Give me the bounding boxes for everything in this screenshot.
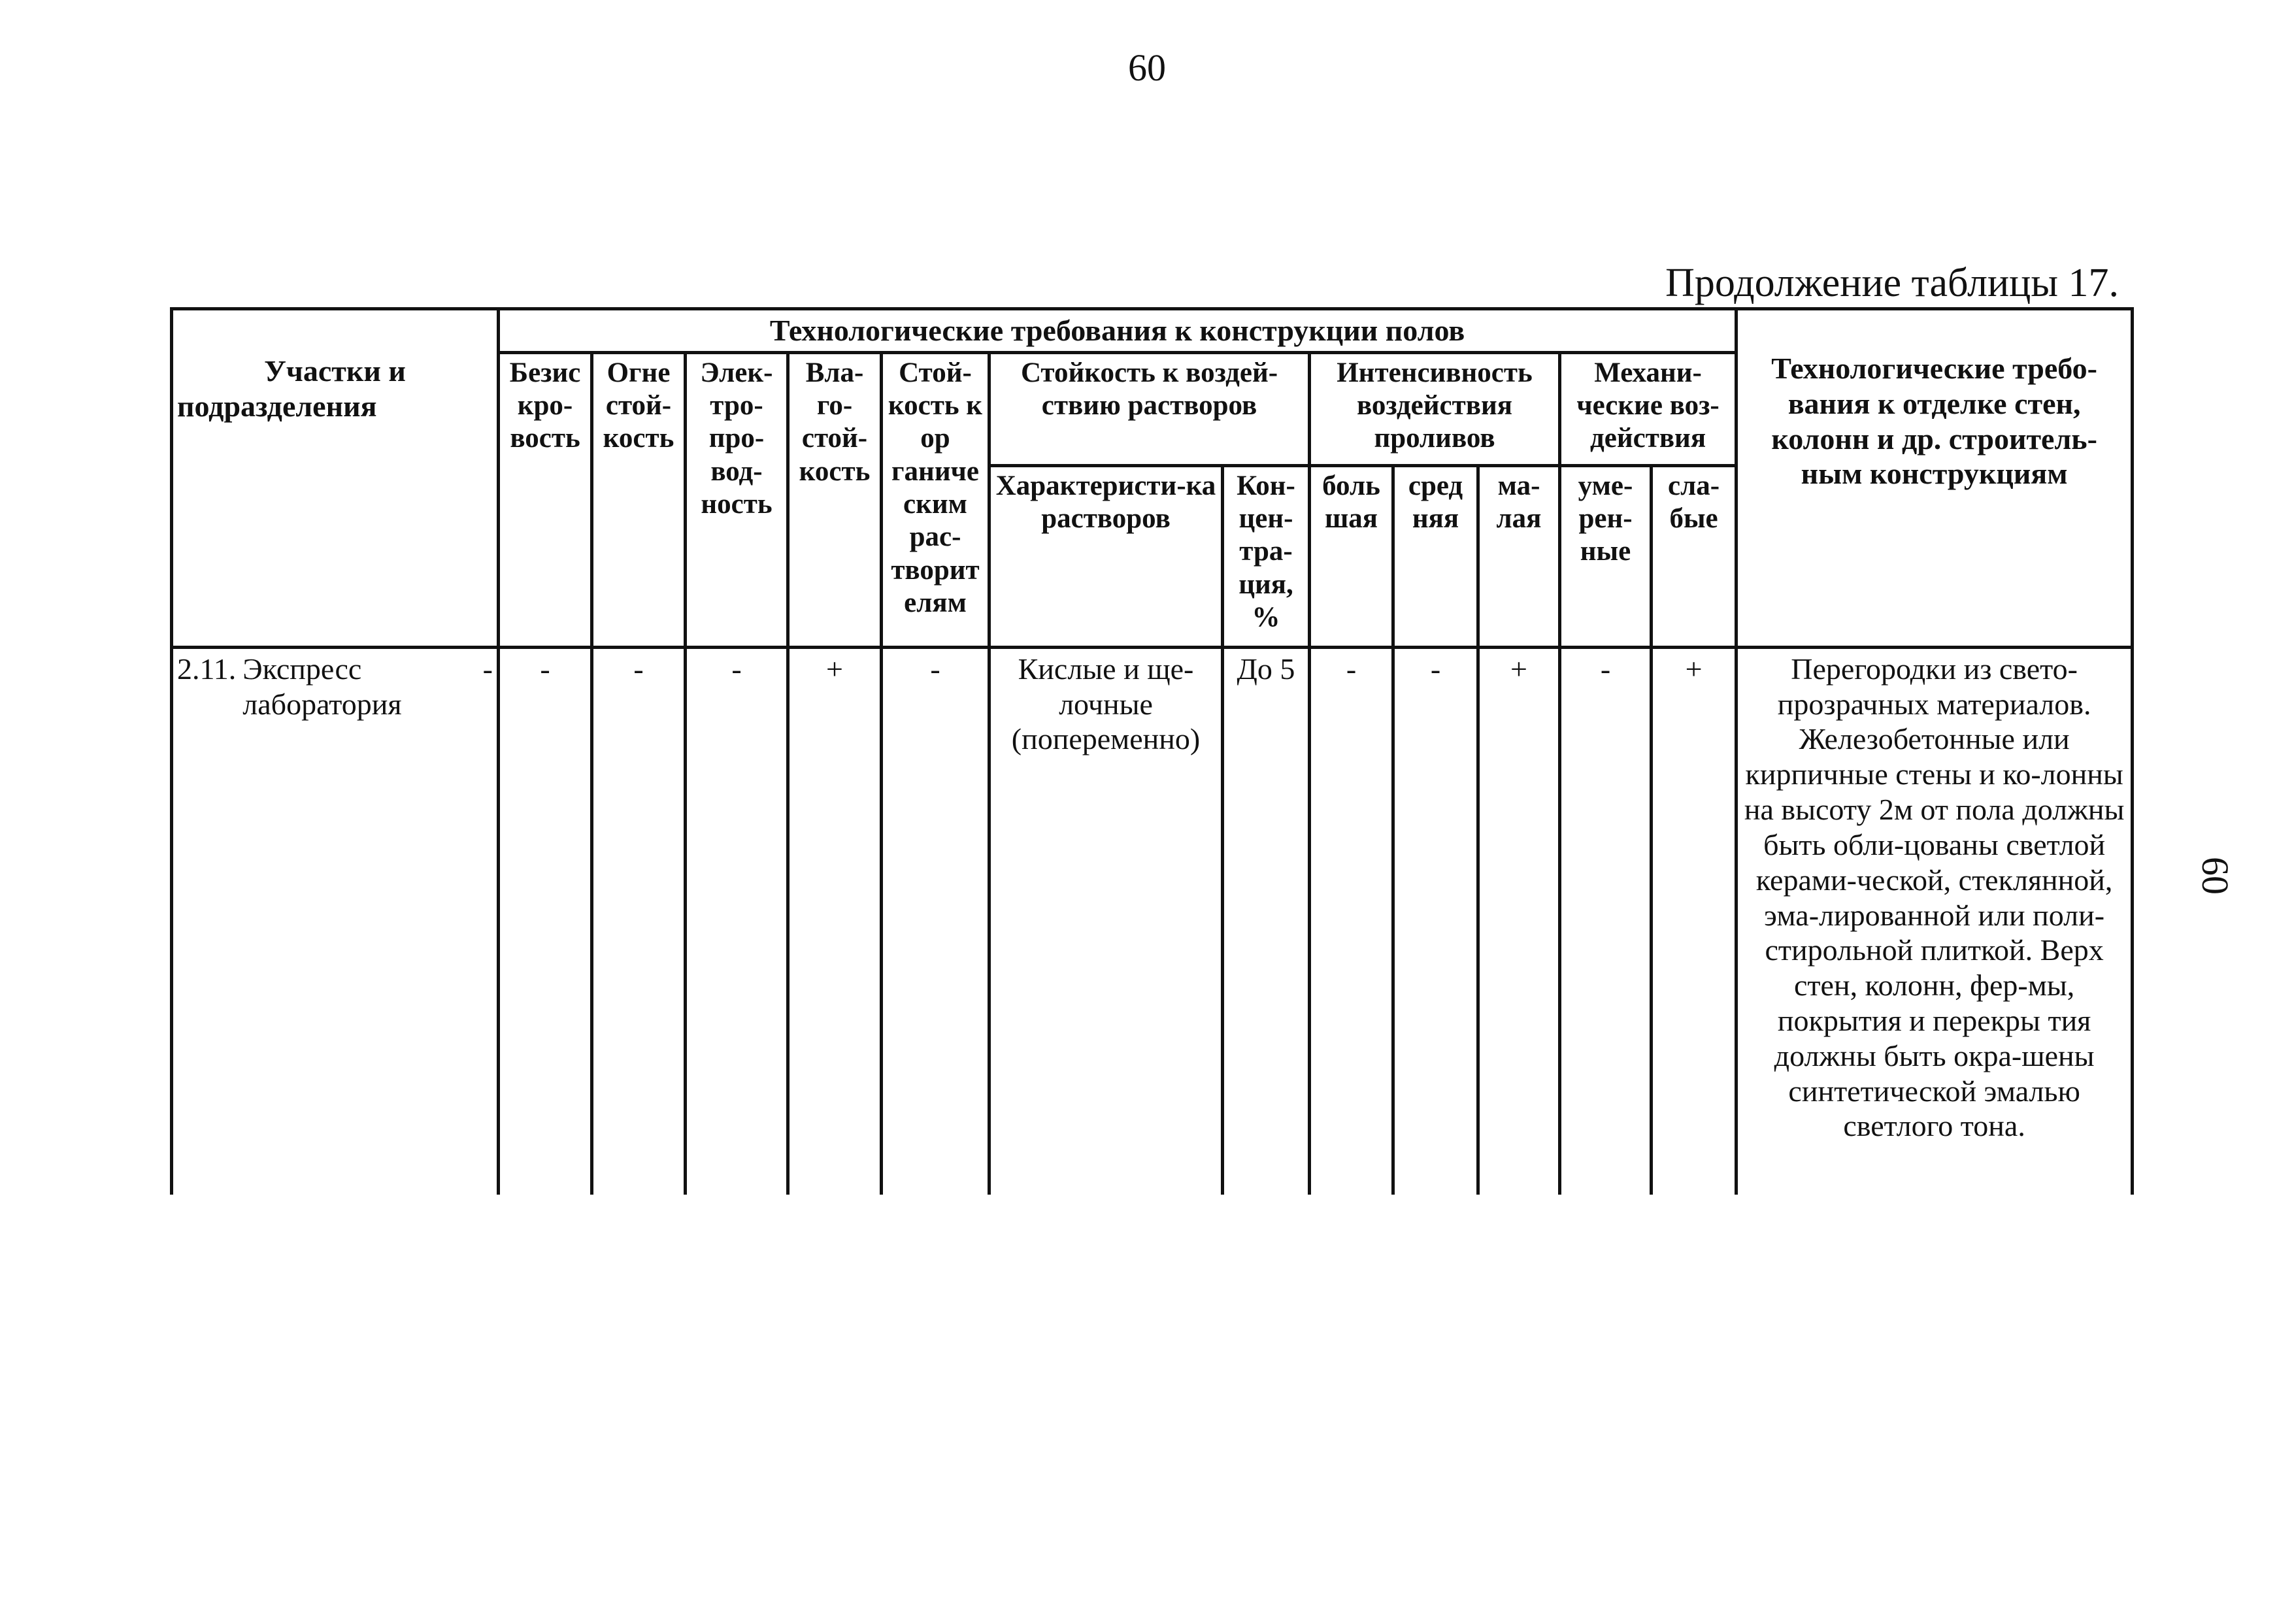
cell-fireproof: - (592, 647, 686, 1195)
requirements-table (170, 307, 2134, 1195)
header-group-solution-resistance: Стойкость к воздей-ствию растворов (989, 352, 1310, 465)
header-group-mechanical: Механи-ческие воз-действия (1560, 352, 1737, 465)
row-section-name: Экспресс - лаборатория (242, 652, 493, 721)
cell-spill-high: - (1310, 647, 1393, 1195)
header-solution-characteristic: Характеристи-ка растворов (989, 465, 1223, 647)
header-concentration: Кон-цен-тра-ция, % (1223, 465, 1310, 647)
header-group-technological-floor: Технологические требования к конструкции полов (499, 309, 1737, 353)
cell-solution-characteristic: Кислые и ще-лочные (попеременно) (989, 647, 1223, 1195)
header-fireproof: Огне стой-кость (592, 352, 686, 647)
header-sections: Участки и подразделения (172, 309, 499, 648)
header-moisture-resistance: Вла-го-стой-кость (788, 352, 882, 647)
cell-organic-solvent-resistance: - (882, 647, 989, 1195)
cell-moisture-resistance: + (788, 647, 882, 1195)
header-mech-moderate: уме-рен-ные (1560, 465, 1652, 647)
header-mech-weak: сла-бые (1652, 465, 1737, 647)
header-group-spill-intensity: Интенсивность воздействия проливов (1310, 352, 1560, 465)
table-caption: Продолжение таблицы 17. (1665, 261, 2119, 305)
header-spill-low: ма-лая (1478, 465, 1560, 647)
cell-concentration: До 5 (1223, 647, 1310, 1195)
row-section-cell (172, 647, 499, 1195)
header-spill-high: боль шая (1310, 465, 1393, 647)
header-wall-requirements: Технологические требо-вания к отделке стен, колонн и др. строитель-ным конструкциям (1737, 309, 2133, 648)
header-organic-solvent-resistance: Стой-кость к ор ганиче ским рас-творит елям (882, 352, 989, 647)
cell-electroconductivity: - (686, 647, 788, 1195)
cell-spill-medium: - (1393, 647, 1478, 1195)
table-row (172, 647, 2133, 1195)
row-number: 2.11. (177, 652, 237, 686)
header-dustless: Безис кро-вость (499, 352, 592, 647)
side-page-number: 60 (2194, 857, 2237, 895)
cell-mech-weak: + (1652, 647, 1737, 1195)
cell-mech-moderate: - (1560, 647, 1652, 1195)
page-number: 60 (1128, 46, 1166, 89)
cell-wall-requirements: Перегородки из свето-прозрачных материалов. Железобетонные или кирпичные стены и ко-лонны на высоту 2м от пола должны быть обли-цованы светлой керами-ческой, стеклянной, эма-лированной или поли-стирольной плиткой. Верх стен, колонн, фер-мы, покрытия и перекры тия должны быть окра-шены синтетической эмалью светлого тона. (1737, 647, 2133, 1195)
cell-dustless: - (499, 647, 592, 1195)
cell-spill-low: + (1478, 647, 1560, 1195)
header-spill-medium: сред няя (1393, 465, 1478, 647)
header-electroconductivity: Элек-тро-про-вод-ность (686, 352, 788, 647)
